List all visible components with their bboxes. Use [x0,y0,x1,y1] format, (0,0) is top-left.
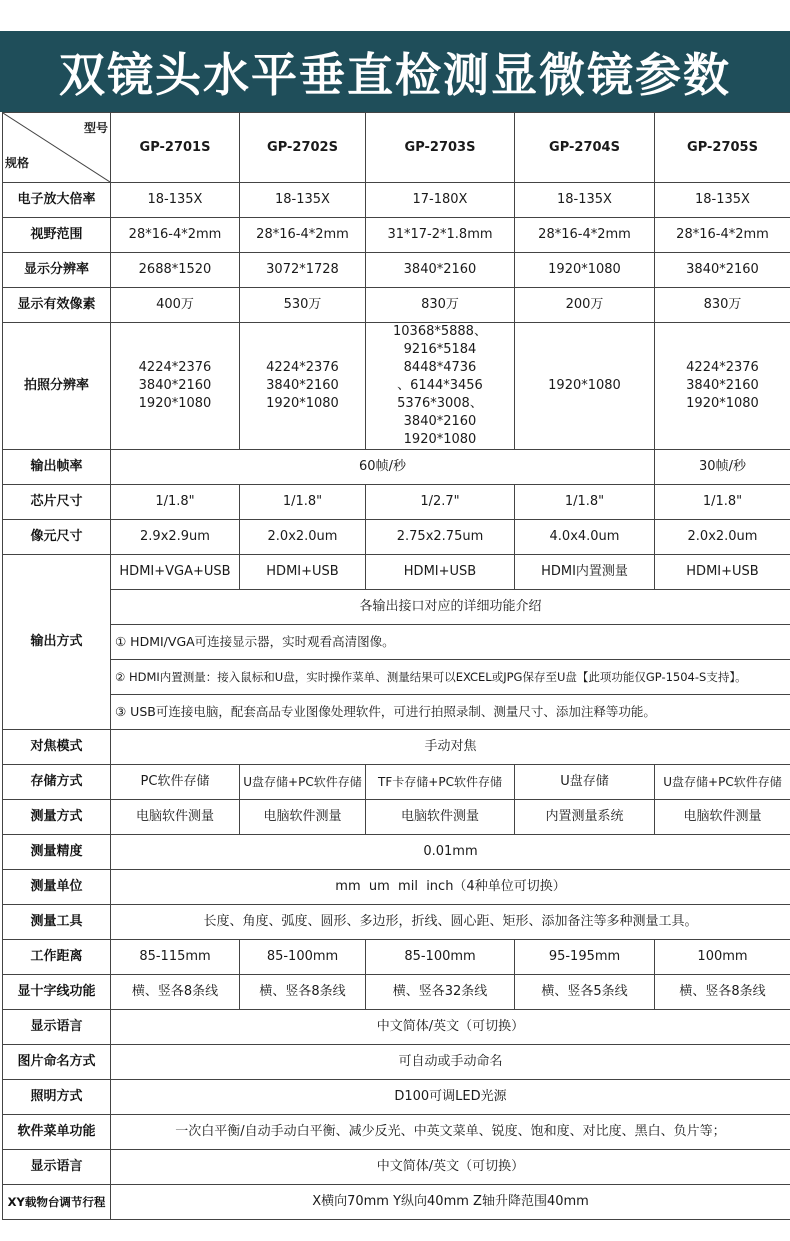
row-label: 照明方式 [3,1080,111,1115]
cell: 85-115mm [111,940,240,975]
cell: 3840*2160 [655,253,790,288]
table-row [3,555,790,590]
cell: 200万 [515,288,655,323]
cell: 1920*1080 [515,253,655,288]
table-row [3,625,790,660]
cell-line: 4224*2376 [266,360,339,375]
cell: 18-135X [240,183,366,218]
cell: 中文简体/英文（可切换） [111,1010,790,1045]
table-row [3,975,790,1010]
table-header-row [3,113,790,183]
row-label: 输出方式 [3,555,111,730]
cell: 1/1.8" [111,485,240,520]
cell: 28*16-4*2mm [655,218,790,253]
cell: 2.0x2.0um [240,520,366,555]
corner-cell [3,113,111,183]
table-row [3,660,790,695]
cell: ② HDMI内置测量：接入鼠标和U盘，实时操作菜单、测量结果可以EXCEL或JPG保存至U盘【此项功能仅GP-1504-S支持】。 [111,660,790,695]
cell: 各输出接口对应的详细功能介绍 [111,590,790,625]
cell: 电脑软件测量 [240,800,366,835]
cell: 电脑软件测量 [655,800,790,835]
cell: 2.9x2.9um [111,520,240,555]
table-row [3,450,790,485]
cell: 2.75x2.75um [366,520,515,555]
model-header: GP-2704S [515,113,655,183]
table-row [3,1150,790,1185]
cell-line: 4224*2376 [686,360,759,375]
cell: 横、竖各5条线 [515,975,655,1010]
cell: 长度、角度、弧度、圆形、多边形，折线、圆心距、矩形、添加备注等多种测量工具。 [111,905,790,940]
spec-table [2,112,790,1220]
cell: HDMI内置测量 [515,555,655,590]
cell: 1/2.7" [366,485,515,520]
cell-line: 3840*2160 [138,378,212,393]
row-label: 视野范围 [3,218,111,253]
cell: HDMI+USB [366,555,515,590]
cell: 830万 [655,288,790,323]
corner-label-spec: 规格 [5,156,30,170]
cell: 28*16-4*2mm [515,218,655,253]
table-row [3,870,790,905]
cell: 1/1.8" [515,485,655,520]
title-banner [0,31,790,112]
cell-line: 1920*1080 [686,396,759,411]
cell: 60帧/秒 [111,450,655,485]
cell: 0.01mm [111,835,790,870]
cell-line: 、6144*3456 [397,378,483,393]
table-row [3,520,790,555]
page-title: 双镜头水平垂直检测显微镜参数 [59,47,731,102]
cell: 18-135X [515,183,655,218]
cell: 4.0x4.0um [515,520,655,555]
cell: 横、竖各8条线 [240,975,366,1010]
row-label: 电子放大倍率 [3,183,111,218]
table-row [3,1115,790,1150]
cell: HDMI+USB [240,555,366,590]
table-row [3,835,790,870]
cell: ① HDMI/VGA可连接显示器，实时观看高清图像。 [111,625,790,660]
cell-line: 3840*2160 [686,378,759,393]
cell: 1/1.8" [240,485,366,520]
table-row [3,940,790,975]
cell: 18-135X [111,183,240,218]
table-row [3,800,790,835]
row-label: XY载物台调节行程 [3,1185,111,1220]
row-label: 显示语言 [3,1150,111,1185]
cell-line: 4224*2376 [138,360,212,375]
cell: U盘存储+PC软件存储 [240,765,366,800]
cell: 横、竖各8条线 [655,975,790,1010]
row-label: 像元尺寸 [3,520,111,555]
cell: 横、竖各32条线 [366,975,515,1010]
cell: 3072*1728 [240,253,366,288]
cell: 2688*1520 [111,253,240,288]
table-row [3,1080,790,1115]
cell: D100可调LED光源 [111,1080,790,1115]
cell: 电脑软件测量 [366,800,515,835]
row-label: 拍照分辨率 [3,323,111,450]
cell: 400万 [111,288,240,323]
cell: 30帧/秒 [655,450,790,485]
cell: 2.0x2.0um [655,520,790,555]
row-label: 显示有效像素 [3,288,111,323]
table-row [3,218,790,253]
cell: PC软件存储 [111,765,240,800]
cell: 28*16-4*2mm [240,218,366,253]
cell [111,323,240,450]
table-row [3,1185,790,1220]
row-label: 测量工具 [3,905,111,940]
cell: 可自动或手动命名 [111,1045,790,1080]
cell: TF卡存储+PC软件存储 [366,765,515,800]
table-row [3,323,790,450]
table-row [3,730,790,765]
table-row [3,1010,790,1045]
row-label: 测量单位 [3,870,111,905]
row-label: 软件菜单功能 [3,1115,111,1150]
table-row [3,1045,790,1080]
cell: 手动对焦 [111,730,790,765]
cell: 85-100mm [366,940,515,975]
cell: 电脑软件测量 [111,800,240,835]
corner-label-model: 型号 [83,121,108,135]
row-label: 显示分辨率 [3,253,111,288]
table-row [3,765,790,800]
row-label: 图片命名方式 [3,1045,111,1080]
cell: 95-195mm [515,940,655,975]
table-row [3,695,790,730]
row-label: 输出帧率 [3,450,111,485]
cell: 17-180X [366,183,515,218]
cell: 28*16-4*2mm [111,218,240,253]
cell: 横、竖各8条线 [111,975,240,1010]
cell: 18-135X [655,183,790,218]
cell: 530万 [240,288,366,323]
table-row [3,485,790,520]
cell: mm um mil inch（4种单位可切换） [111,870,790,905]
table-row [3,590,790,625]
table-row [3,253,790,288]
cell: 830万 [366,288,515,323]
row-label: 显示语言 [3,1010,111,1045]
table-row [3,183,790,218]
cell: 1/1.8" [655,485,790,520]
cell: 100mm [655,940,790,975]
row-label: 工作距离 [3,940,111,975]
row-label: 显十字线功能 [3,975,111,1010]
cell-line: 1920*1080 [403,432,477,447]
model-header: GP-2701S [111,113,240,183]
cell-line: 1920*1080 [548,378,621,393]
cell: U盘存储 [515,765,655,800]
cell-line: 1920*1080 [138,396,212,411]
cell: 中文简体/英文（可切换） [111,1150,790,1185]
cell: 内置测量系统 [515,800,655,835]
cell [515,323,655,450]
cell: 85-100mm [240,940,366,975]
model-header: GP-2703S [366,113,515,183]
cell: X横向70mm Y纵向40mm Z轴升降范围40mm [111,1185,790,1220]
table-row [3,288,790,323]
cell: 31*17-2*1.8mm [366,218,515,253]
row-label: 对焦模式 [3,730,111,765]
row-label: 测量精度 [3,835,111,870]
cell: HDMI+USB [655,555,790,590]
row-label: 存储方式 [3,765,111,800]
cell: U盘存储+PC软件存储 [655,765,790,800]
row-label: 芯片尺寸 [3,485,111,520]
table-row [3,905,790,940]
cell-line: 10368*5888、 [393,324,487,339]
cell: 3840*2160 [366,253,515,288]
cell-line: 3840*2160 [266,378,339,393]
cell-line: 1920*1080 [266,396,339,411]
cell [655,323,790,450]
cell: 一次白平衡/自动手动白平衡、减少反光、中英文菜单、锐度、饱和度、对比度、黑白、负片等； [111,1115,790,1150]
cell-line: 9216*5184 8448*4736 [403,342,477,375]
cell: HDMI+VGA+USB [111,555,240,590]
row-label: 测量方式 [3,800,111,835]
cell [240,323,366,450]
model-header: GP-2705S [655,113,790,183]
cell: ③ USB可连接电脑，配套高品专业图像处理软件，可进行拍照录制、测量尺寸、添加注释等功能。 [111,695,790,730]
cell-line: 5376*3008、3840*2160 [397,396,483,429]
cell [366,323,515,450]
model-header: GP-2702S [240,113,366,183]
